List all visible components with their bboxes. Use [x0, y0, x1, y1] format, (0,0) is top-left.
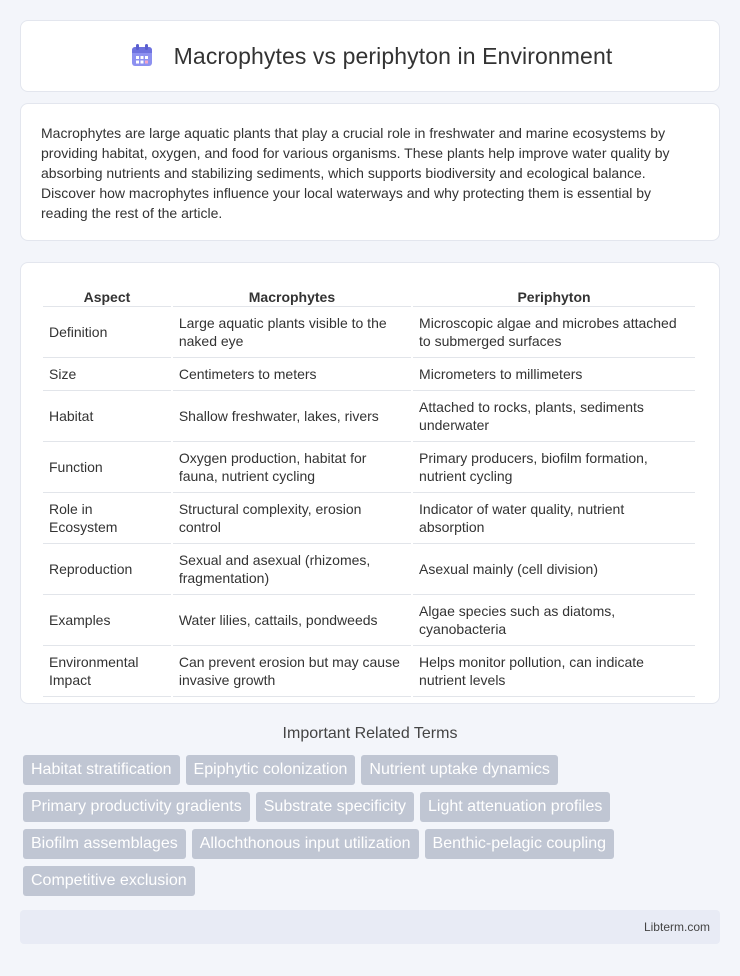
related-term-tag[interactable]: Nutrient uptake dynamics: [361, 755, 558, 785]
table-row: [43, 442, 695, 493]
table-row: [43, 646, 695, 697]
table-cell-periphyton: Microscopic algae and microbes attached to submerged surfaces: [413, 307, 695, 358]
header-periphyton: Periphyton: [413, 285, 695, 307]
table-row: [43, 358, 695, 391]
related-term-tag[interactable]: Habitat stratification: [23, 755, 180, 785]
table-row: [43, 595, 695, 646]
related-term-tag[interactable]: Substrate specificity: [256, 792, 414, 822]
table-cell-aspect: Size: [43, 358, 171, 391]
related-term-tag[interactable]: Allochthonous input utilization: [192, 829, 419, 859]
table-cell-macrophytes: Large aquatic plants visible to the naked eye: [173, 307, 411, 358]
footer-site-link[interactable]: Libterm.com: [643, 920, 710, 934]
table-cell-aspect: Habitat: [43, 391, 171, 442]
table-cell-aspect: Environmental Impact: [43, 646, 171, 697]
related-term-tag[interactable]: Biofilm assemblages: [23, 829, 186, 859]
table-cell-periphyton: Indicator of water quality, nutrient absorption: [413, 493, 695, 544]
table-row: [43, 307, 695, 358]
table-cell-periphyton: Micrometers to millimeters: [413, 358, 695, 391]
table-cell-macrophytes: Centimeters to meters: [173, 358, 411, 391]
table-cell-macrophytes: Shallow freshwater, lakes, rivers: [173, 391, 411, 442]
related-term-tag[interactable]: Primary productivity gradients: [23, 792, 250, 822]
table-row: [43, 544, 695, 595]
related-term-tag[interactable]: Light attenuation profiles: [420, 792, 610, 822]
related-term-tag[interactable]: Competitive exclusion: [23, 866, 195, 896]
footer: [20, 910, 720, 944]
table-header-row: [43, 285, 695, 307]
comparison-table-card: [20, 262, 720, 704]
comparison-table: [41, 285, 697, 697]
table-row: [43, 391, 695, 442]
related-term-tag[interactable]: Epiphytic colonization: [186, 755, 356, 785]
table-cell-periphyton: Attached to rocks, plants, sediments underwater: [413, 391, 695, 442]
related-terms-list: [20, 755, 660, 896]
intro-card: [20, 103, 720, 241]
table-cell-macrophytes: Oxygen production, habitat for fauna, nutrient cycling: [173, 442, 411, 493]
table-cell-macrophytes: Can prevent erosion but may cause invasive growth: [173, 646, 411, 697]
table-cell-macrophytes: Sexual and asexual (rhizomes, fragmentation): [173, 544, 411, 595]
title-card: [20, 20, 720, 92]
calendar-icon: [128, 42, 156, 70]
table-cell-periphyton: Helps monitor pollution, can indicate nutrient levels: [413, 646, 695, 697]
related-terms-heading: Important Related Terms: [282, 725, 458, 742]
table-cell-aspect: Reproduction: [43, 544, 171, 595]
header-macrophytes: Macrophytes: [173, 285, 411, 307]
table-cell-aspect: Definition: [43, 307, 171, 358]
table-cell-aspect: Role in Ecosystem: [43, 493, 171, 544]
table-cell-aspect: Examples: [43, 595, 171, 646]
page-title: Macrophytes vs periphyton in Environment: [173, 42, 613, 69]
intro-paragraph: Macrophytes are large aquatic plants that play a crucial role in freshwater and marine ecosystems by providing habitat, oxygen, and food for various organisms. These plants help improve water quality by absorbing nutrients and stabilizing sediments, which supports biodiversity and ecological balance. Discover how macrophytes influence your local waterways and why protecting them is essential by reading the rest of the article.: [41, 125, 670, 221]
table-cell-macrophytes: Water lilies, cattails, pondweeds: [173, 595, 411, 646]
header-aspect: Aspect: [43, 285, 171, 307]
table-cell-aspect: Function: [43, 442, 171, 493]
table-cell-periphyton: Algae species such as diatoms, cyanobacteria: [413, 595, 695, 646]
table-row: [43, 493, 695, 544]
table-cell-periphyton: Primary producers, biofilm formation, nutrient cycling: [413, 442, 695, 493]
related-term-tag[interactable]: Benthic-pelagic coupling: [425, 829, 614, 859]
table-cell-periphyton: Asexual mainly (cell division): [413, 544, 695, 595]
table-cell-macrophytes: Structural complexity, erosion control: [173, 493, 411, 544]
